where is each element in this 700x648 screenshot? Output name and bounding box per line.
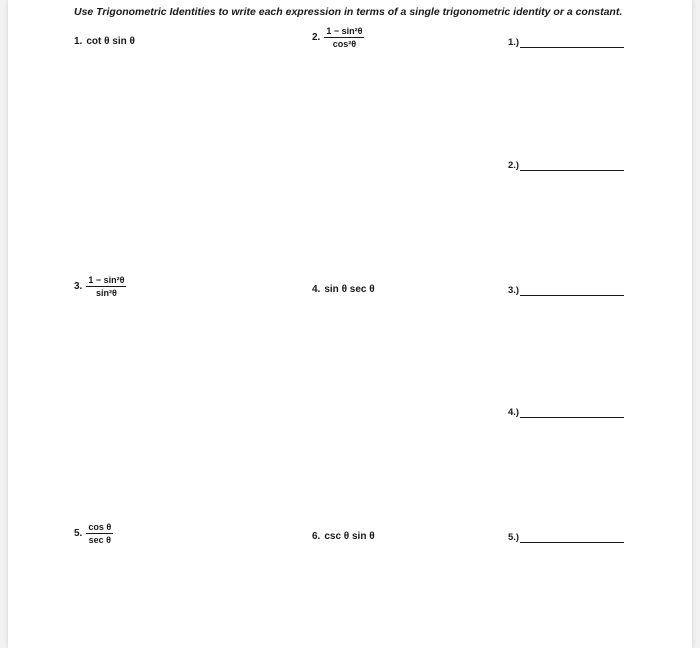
problem-5: [74, 522, 113, 545]
fraction-numerator: cos θ: [88, 522, 112, 532]
problem-expression: sin θ sec θ: [324, 284, 375, 295]
answer-5: [508, 532, 624, 543]
answer-blank-line[interactable]: [520, 408, 624, 418]
problem-fraction: [86, 275, 126, 298]
instructions-heading: Use Trigonometric Identities to write each expression in terms of a single trigonometric identity or a constant.: [74, 6, 623, 18]
fraction-numerator: 1 − sin²θ: [88, 275, 125, 285]
fraction-denominator: sec θ: [88, 535, 111, 545]
problem-number: 4.: [312, 284, 321, 295]
problem-2: [312, 26, 364, 49]
fraction-denominator: sin²θ: [95, 288, 117, 298]
answer-label: 3.): [508, 285, 520, 296]
fraction-numerator: 1 − sin²θ: [326, 26, 363, 36]
problem-4: [312, 284, 375, 295]
problem-number: 6.: [312, 531, 321, 542]
problem-expression: cot θ sin θ: [86, 36, 135, 47]
problem-fraction: [86, 522, 113, 545]
problem-expression: csc θ sin θ: [324, 531, 375, 542]
answer-label: 2.): [508, 160, 520, 171]
problem-3: [74, 275, 126, 298]
problem-number: 2.: [312, 32, 321, 43]
problem-number: 5.: [74, 528, 83, 539]
problem-6: [312, 531, 375, 542]
answer-3: [508, 285, 624, 296]
worksheet-page: [8, 0, 692, 648]
answer-label: 4.): [508, 407, 520, 418]
answer-2: [508, 160, 624, 171]
problem-1: [74, 36, 135, 47]
fraction-denominator: cos²θ: [332, 39, 357, 49]
answer-blank-line[interactable]: [520, 161, 624, 171]
answer-label: 5.): [508, 532, 520, 543]
answer-1: [508, 37, 624, 48]
answer-blank-line[interactable]: [520, 286, 624, 296]
problem-number: 3.: [74, 281, 83, 292]
answer-4: [508, 407, 624, 418]
problem-number: 1.: [74, 36, 83, 47]
answer-blank-line[interactable]: [520, 38, 624, 48]
answer-label: 1.): [508, 37, 520, 48]
problem-fraction: [324, 26, 364, 49]
answer-blank-line[interactable]: [520, 533, 624, 543]
